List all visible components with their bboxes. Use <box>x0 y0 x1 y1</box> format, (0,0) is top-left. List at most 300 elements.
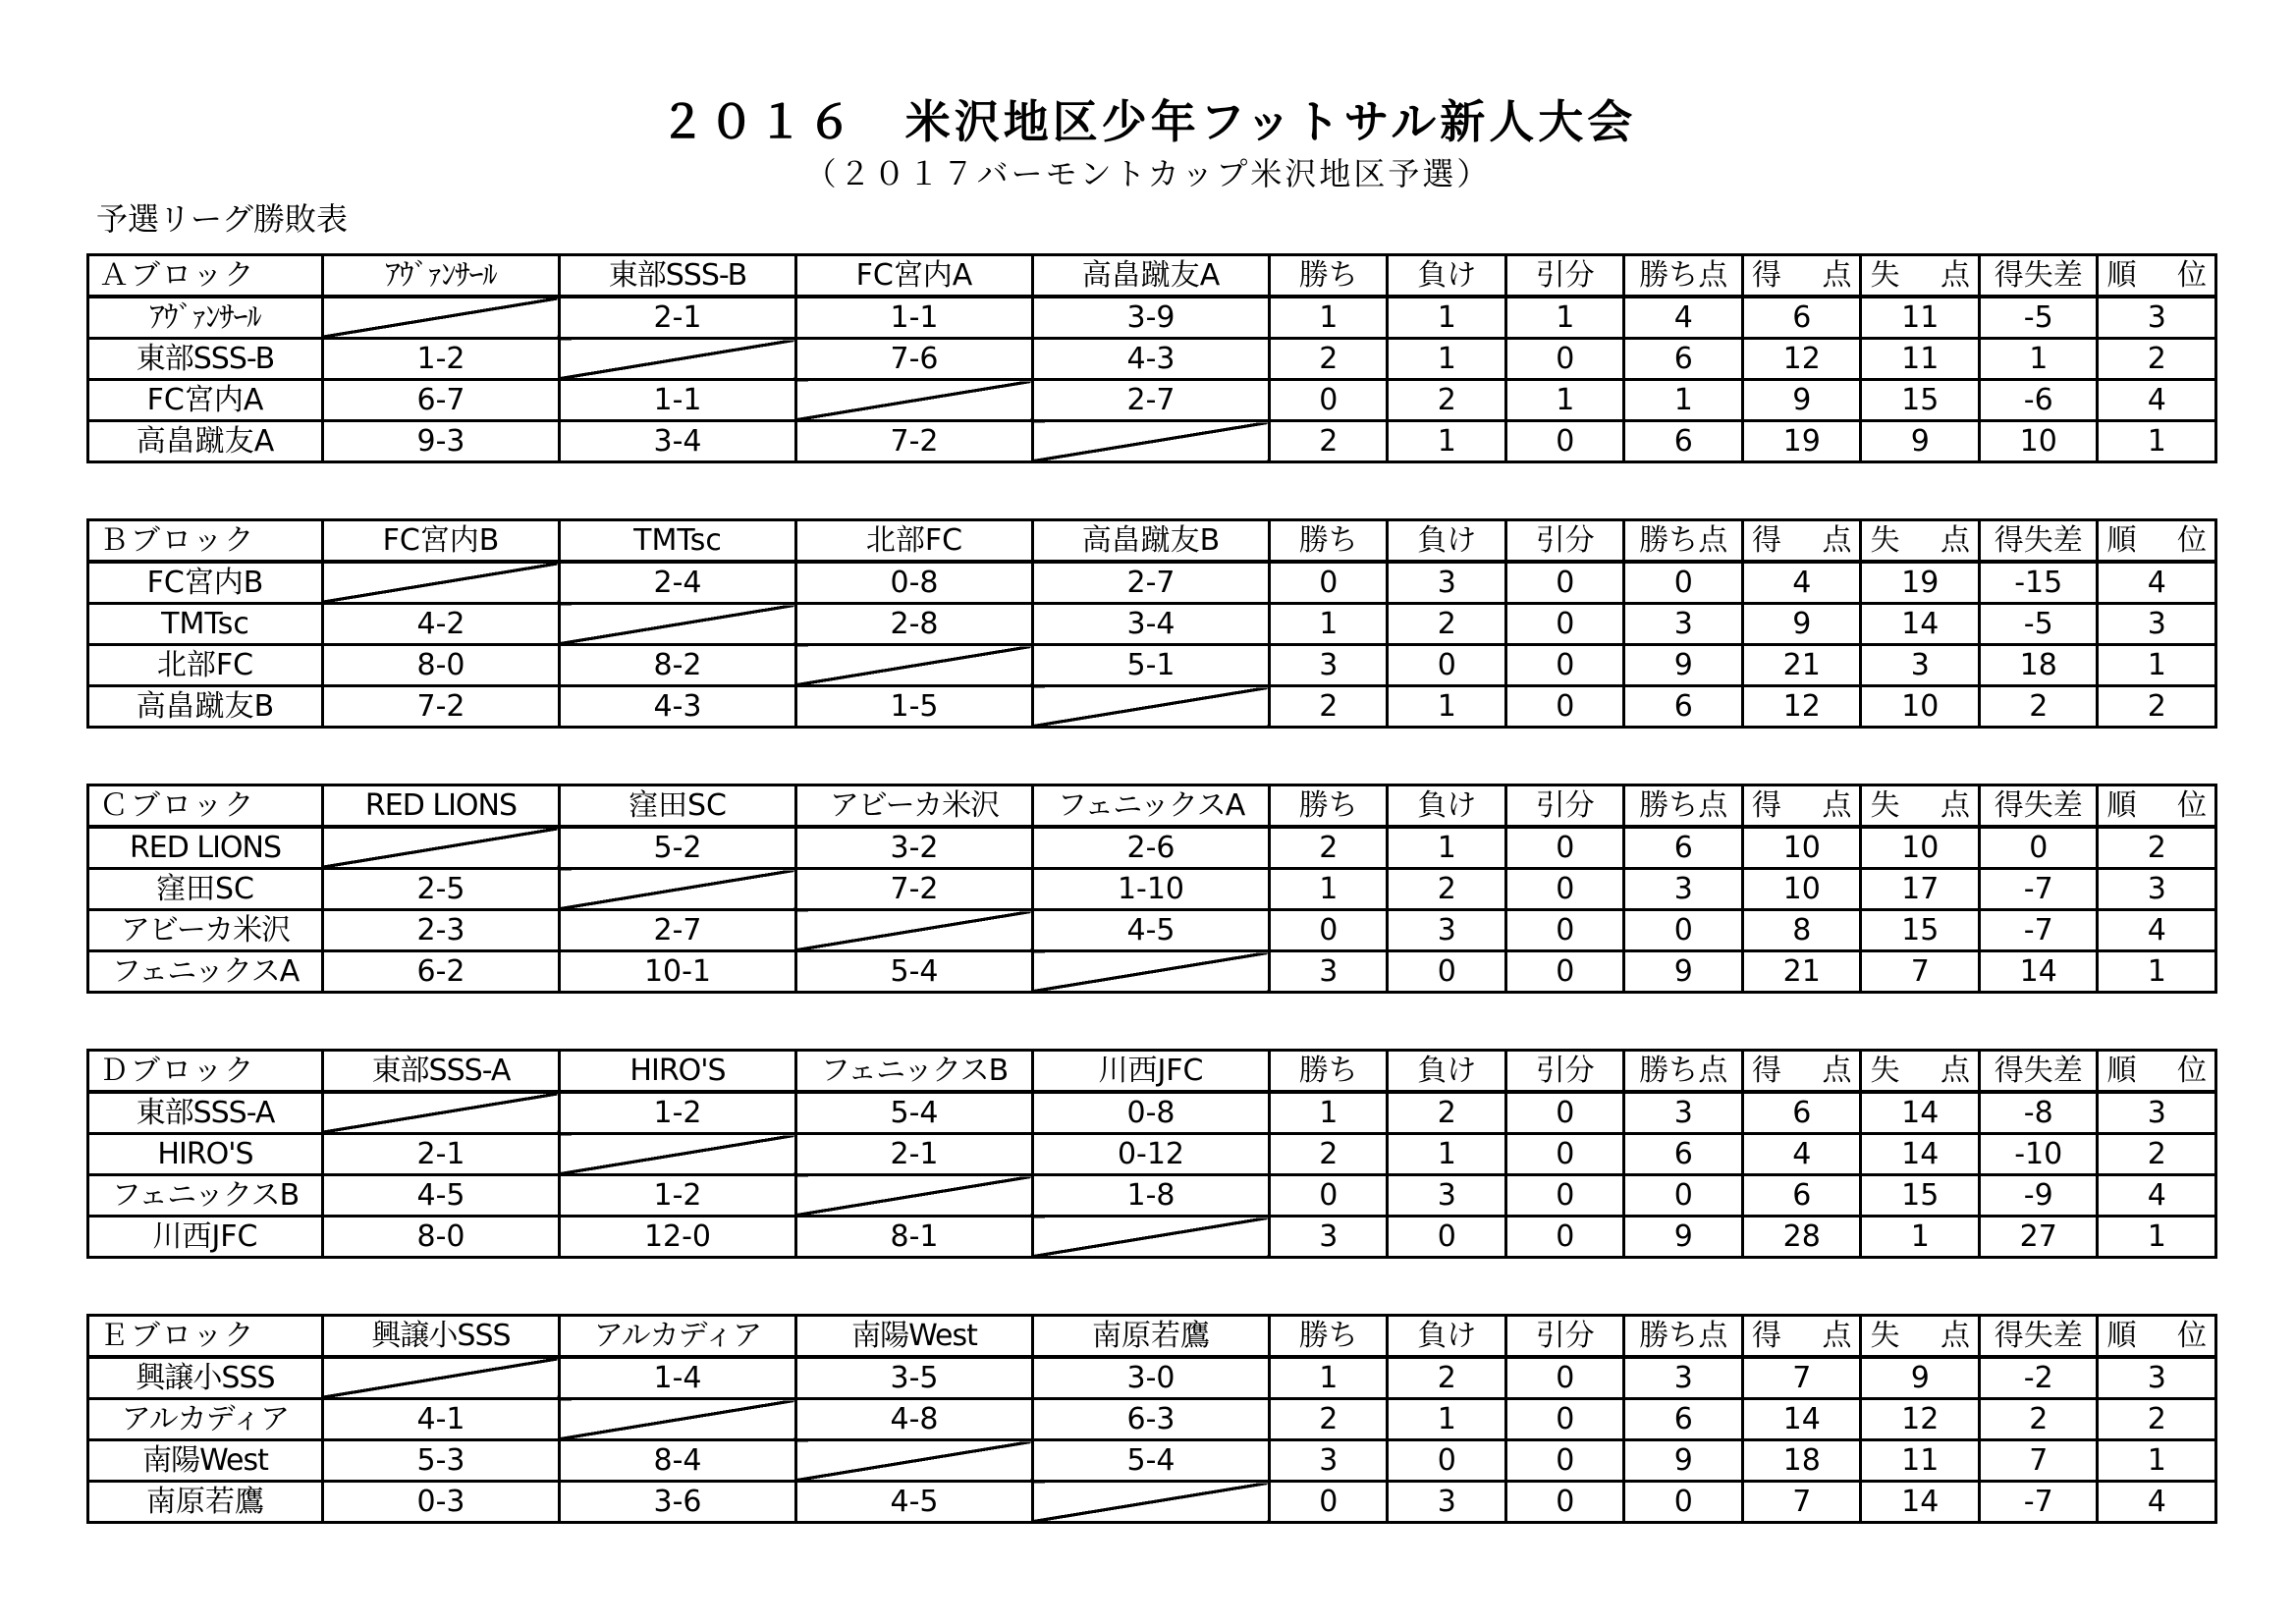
stat-value: 0 <box>1505 869 1624 910</box>
stat-value: 2 <box>1269 827 1388 869</box>
stat-header <box>1861 1051 1980 1093</box>
stat-value: 4 <box>2098 562 2216 604</box>
match-result: 1-2 <box>559 1175 795 1217</box>
stat-value: 3 <box>1388 1175 1506 1217</box>
stat-value: 4 <box>2098 910 2216 951</box>
match-result: 8-0 <box>322 1217 559 1258</box>
stat-header <box>1861 255 1980 298</box>
team-column-header: 東部SSS-B <box>559 255 795 298</box>
stat-value: 1 <box>1269 297 1388 339</box>
table-row <box>88 951 2216 993</box>
stat-value: 0 <box>1505 421 1624 462</box>
stat-header-text: 順 位 <box>2106 1319 2207 1353</box>
match-result: 3-0 <box>1032 1357 1269 1399</box>
diagonal-cell <box>1032 421 1269 462</box>
match-result: 6-3 <box>1032 1399 1269 1440</box>
stat-header-text: 失 点 <box>1870 523 1970 558</box>
team-column-header: 南陽West <box>795 1316 1032 1358</box>
stat-header <box>1742 255 1861 298</box>
block-label: Ｄブロック <box>88 1051 323 1093</box>
stat-header-text: 得 点 <box>1751 523 1852 558</box>
stat-value: 0 <box>1505 951 1624 993</box>
team-name: HIRO'S <box>88 1134 323 1175</box>
stat-value: 12 <box>1861 1399 1980 1440</box>
stat-value: 0 <box>1505 1134 1624 1175</box>
team-column-header: アルカディア <box>559 1316 795 1358</box>
match-result: 0-8 <box>795 562 1032 604</box>
match-result: 5-4 <box>795 951 1032 993</box>
table-row <box>88 1399 2216 1440</box>
stat-value: 0 <box>1505 1357 1624 1399</box>
match-result: 2-7 <box>559 910 795 951</box>
stat-value: 18 <box>1742 1440 1861 1482</box>
stat-value: 3 <box>1269 645 1388 686</box>
stat-value: 6 <box>1742 297 1861 339</box>
match-result: 2-5 <box>322 869 559 910</box>
stat-value: 1 <box>2098 645 2216 686</box>
match-result: 5-3 <box>322 1440 559 1482</box>
team-name: 南陽West <box>88 1440 323 1482</box>
table-row <box>88 1357 2216 1399</box>
stat-value: 11 <box>1861 297 1980 339</box>
stat-value: 1 <box>1624 380 1743 421</box>
match-result: 4-2 <box>322 604 559 645</box>
diagonal-cell <box>1032 1217 1269 1258</box>
block-table <box>86 1314 2217 1524</box>
stat-value: 0 <box>1269 1482 1388 1523</box>
team-name: 東部SSS-A <box>88 1092 323 1134</box>
match-result: 4-5 <box>1032 910 1269 951</box>
stat-value: 2 <box>1269 686 1388 728</box>
stat-header: 負け <box>1388 520 1506 563</box>
stat-header-text: 失 点 <box>1870 258 1970 293</box>
stat-header: 勝ち点 <box>1624 785 1743 828</box>
match-result: 5-4 <box>1032 1440 1269 1482</box>
match-result: 5-1 <box>1032 645 1269 686</box>
match-result: 5-2 <box>559 827 795 869</box>
match-result: 8-0 <box>322 645 559 686</box>
stat-value: 2 <box>1269 339 1388 380</box>
team-column-header: 興譲小SSS <box>322 1316 559 1358</box>
stat-value: 3 <box>1624 1092 1743 1134</box>
stat-value: 3 <box>1624 869 1743 910</box>
team-column-header: フェニックスA <box>1032 785 1269 828</box>
stat-value: -5 <box>1979 604 2098 645</box>
stat-value: 2 <box>2098 339 2216 380</box>
stat-header <box>1861 785 1980 828</box>
stat-value: 4 <box>2098 380 2216 421</box>
stat-header: 勝ち <box>1269 255 1388 298</box>
stat-value: 2 <box>1388 869 1506 910</box>
stat-value: -15 <box>1979 562 2098 604</box>
stat-value: 9 <box>1624 1217 1743 1258</box>
stat-header-text: 順 位 <box>2106 523 2207 558</box>
stat-header-text: 得 点 <box>1751 1319 1852 1353</box>
diagonal-cell <box>1032 1482 1269 1523</box>
stat-value: 10 <box>1742 827 1861 869</box>
diagonal-cell <box>559 1399 795 1440</box>
team-name: アルカディア <box>88 1399 323 1440</box>
stat-value: 9 <box>1624 645 1743 686</box>
stat-value: 9 <box>1861 1357 1980 1399</box>
table-row <box>88 869 2216 910</box>
stat-value: 9 <box>1624 951 1743 993</box>
stat-header-text: 得 点 <box>1751 1054 1852 1088</box>
stat-value: 3 <box>1388 562 1506 604</box>
stat-value: 0 <box>1505 339 1624 380</box>
stat-value: 11 <box>1861 1440 1980 1482</box>
match-result: 2-7 <box>1032 380 1269 421</box>
stat-value: 4 <box>2098 1175 2216 1217</box>
stat-value: 3 <box>2098 1357 2216 1399</box>
stat-value: 0 <box>1624 910 1743 951</box>
stat-value: 1 <box>1388 339 1506 380</box>
stat-value: 1 <box>1861 1217 1980 1258</box>
stat-value: 0 <box>1388 645 1506 686</box>
stat-value: 1 <box>2098 1217 2216 1258</box>
stat-value: 2 <box>2098 1399 2216 1440</box>
table-row <box>88 1134 2216 1175</box>
team-column-header: 窪田SC <box>559 785 795 828</box>
stat-value: -2 <box>1979 1357 2098 1399</box>
diagonal-cell <box>322 1092 559 1134</box>
team-name: 南原若鷹 <box>88 1482 323 1523</box>
match-result: 6-7 <box>322 380 559 421</box>
stat-header-text: 失 点 <box>1870 1319 1970 1353</box>
match-result: 2-1 <box>559 297 795 339</box>
stat-value: 10 <box>1861 686 1980 728</box>
stat-value: 3 <box>1269 1440 1388 1482</box>
stat-value: 15 <box>1861 380 1980 421</box>
stat-header: 勝ち <box>1269 520 1388 563</box>
team-column-header: TMTsc <box>559 520 795 563</box>
header-row <box>88 785 2216 828</box>
diagonal-cell <box>795 1175 1032 1217</box>
table-row <box>88 1217 2216 1258</box>
stat-value: 10 <box>1742 869 1861 910</box>
diagonal-cell <box>322 562 559 604</box>
stat-value: 0 <box>1505 910 1624 951</box>
stat-value: 2 <box>1979 1399 2098 1440</box>
stat-value: 0 <box>1624 1175 1743 1217</box>
match-result: 4-8 <box>795 1399 1032 1440</box>
stat-value: 0 <box>1624 1482 1743 1523</box>
header-row <box>88 1051 2216 1093</box>
stat-value: 3 <box>2098 869 2216 910</box>
table-row <box>88 1175 2216 1217</box>
stat-header-text: 順 位 <box>2106 788 2207 823</box>
match-result: 4-5 <box>322 1175 559 1217</box>
stat-value: 9 <box>1742 604 1861 645</box>
match-result: 1-10 <box>1032 869 1269 910</box>
stat-value: 7 <box>1861 951 1980 993</box>
stat-value: 17 <box>1861 869 1980 910</box>
page-subtitle: （２０１７バーモントカップ米沢地区予選） <box>804 155 1492 192</box>
block-table <box>86 518 2217 729</box>
team-column-header: RED LIONS <box>322 785 559 828</box>
match-result: 4-3 <box>559 686 795 728</box>
team-column-header: 南原若鷹 <box>1032 1316 1269 1358</box>
stat-value: -9 <box>1979 1175 2098 1217</box>
diagonal-cell <box>1032 951 1269 993</box>
stat-value: 27 <box>1979 1217 2098 1258</box>
stat-header: 得失差 <box>1979 785 2098 828</box>
stat-value: 15 <box>1861 1175 1980 1217</box>
match-result: 4-5 <box>795 1482 1032 1523</box>
match-result: 2-7 <box>1032 562 1269 604</box>
page-title: ２０１６ 米沢地区少年フットサル新人大会 <box>659 95 1637 148</box>
stat-header-text: 得 点 <box>1751 258 1852 293</box>
stat-value: 0 <box>1624 562 1743 604</box>
team-name: 東部SSS-B <box>88 339 323 380</box>
match-result: 0-8 <box>1032 1092 1269 1134</box>
team-column-header: 高畠蹴友B <box>1032 520 1269 563</box>
stat-value: 3 <box>1861 645 1980 686</box>
match-result: 4-1 <box>322 1399 559 1440</box>
stat-value: 6 <box>1742 1175 1861 1217</box>
block-label: Ａブロック <box>88 255 323 298</box>
team-name: 興譲小SSS <box>88 1357 323 1399</box>
match-result: 3-4 <box>1032 604 1269 645</box>
team-column-header: FC宮内B <box>322 520 559 563</box>
stat-value: 3 <box>2098 604 2216 645</box>
stat-value: 0 <box>1388 951 1506 993</box>
stat-value: 14 <box>1861 604 1980 645</box>
stat-value: 1 <box>2098 421 2216 462</box>
stat-value: 10 <box>1979 421 2098 462</box>
stat-value: -5 <box>1979 297 2098 339</box>
match-result: 7-2 <box>795 869 1032 910</box>
stat-value: 3 <box>1388 1482 1506 1523</box>
match-result: 1-1 <box>559 380 795 421</box>
table-row <box>88 1440 2216 1482</box>
stat-value: -7 <box>1979 1482 2098 1523</box>
stat-header <box>2098 1051 2216 1093</box>
stat-value: 8 <box>1742 910 1861 951</box>
stat-value: 0 <box>1269 380 1388 421</box>
header-row <box>88 1316 2216 1358</box>
stat-value: 7 <box>1742 1357 1861 1399</box>
stat-header-text: 得 点 <box>1751 788 1852 823</box>
stat-value: 12 <box>1742 686 1861 728</box>
stat-value: 9 <box>1861 421 1980 462</box>
team-name: 川西JFC <box>88 1217 323 1258</box>
stat-value: 19 <box>1861 562 1980 604</box>
stat-value: 1 <box>1388 1134 1506 1175</box>
stat-value: 1 <box>2098 1440 2216 1482</box>
block-label: Ｂブロック <box>88 520 323 563</box>
stat-header: 勝ち点 <box>1624 255 1743 298</box>
stat-value: 6 <box>1624 827 1743 869</box>
stat-header: 得失差 <box>1979 520 2098 563</box>
diagonal-cell <box>322 1357 559 1399</box>
diagonal-cell <box>795 910 1032 951</box>
stat-header: 引分 <box>1505 1316 1624 1358</box>
stat-value: 3 <box>1269 1217 1388 1258</box>
match-result: 3-9 <box>1032 297 1269 339</box>
team-name: フェニックスA <box>88 951 323 993</box>
block-label: Ｃブロック <box>88 785 323 828</box>
stat-value: 9 <box>1742 380 1861 421</box>
team-name: 窪田SC <box>88 869 323 910</box>
stat-value: 7 <box>1742 1482 1861 1523</box>
team-column-header: HIRO'S <box>559 1051 795 1093</box>
diagonal-cell <box>559 869 795 910</box>
diagonal-cell <box>1032 686 1269 728</box>
stat-value: 9 <box>1624 1440 1743 1482</box>
stat-header <box>1742 1051 1861 1093</box>
stat-value: 2 <box>1388 1092 1506 1134</box>
stat-value: 0 <box>1505 1399 1624 1440</box>
stat-value: 0 <box>1505 1175 1624 1217</box>
stat-header: 勝ち点 <box>1624 1316 1743 1358</box>
stat-header: 得失差 <box>1979 255 2098 298</box>
stat-header: 勝ち点 <box>1624 1051 1743 1093</box>
match-result: 2-6 <box>1032 827 1269 869</box>
stat-value: 14 <box>1742 1399 1861 1440</box>
diagonal-cell <box>322 827 559 869</box>
match-result: 10-1 <box>559 951 795 993</box>
stat-value: 3 <box>2098 297 2216 339</box>
stat-value: 2 <box>1269 1399 1388 1440</box>
stat-header: 得失差 <box>1979 1316 2098 1358</box>
header-row <box>88 255 2216 298</box>
team-name: 北部FC <box>88 645 323 686</box>
stat-value: 0 <box>1505 562 1624 604</box>
match-result: 1-5 <box>795 686 1032 728</box>
table-row <box>88 1482 2216 1523</box>
match-result: 8-4 <box>559 1440 795 1482</box>
stat-value: 18 <box>1979 645 2098 686</box>
stat-header: 負け <box>1388 1051 1506 1093</box>
stat-value: -6 <box>1979 380 2098 421</box>
stat-value: 2 <box>2098 827 2216 869</box>
team-column-header: フェニックスB <box>795 1051 1032 1093</box>
stat-value: 1 <box>2098 951 2216 993</box>
stat-header-text: 順 位 <box>2106 258 2207 293</box>
match-result: 5-4 <box>795 1092 1032 1134</box>
stat-value: 1 <box>1388 827 1506 869</box>
table-row <box>88 827 2216 869</box>
stat-value: 11 <box>1861 339 1980 380</box>
stat-value: -10 <box>1979 1134 2098 1175</box>
stat-value: 2 <box>2098 686 2216 728</box>
match-result: 2-3 <box>322 910 559 951</box>
stat-value: 2 <box>1388 604 1506 645</box>
stat-value: 4 <box>1624 297 1743 339</box>
match-result: 3-5 <box>795 1357 1032 1399</box>
match-result: 0-3 <box>322 1482 559 1523</box>
table-row <box>88 1092 2216 1134</box>
diagonal-cell <box>795 645 1032 686</box>
team-name: FC宮内A <box>88 380 323 421</box>
stat-value: 4 <box>2098 1482 2216 1523</box>
table-row <box>88 604 2216 645</box>
table-row <box>88 380 2216 421</box>
stat-value: 12 <box>1742 339 1861 380</box>
stat-value: 15 <box>1861 910 1980 951</box>
stat-value: 3 <box>1624 604 1743 645</box>
stat-header: 引分 <box>1505 255 1624 298</box>
stat-header-text: 失 点 <box>1870 788 1970 823</box>
stat-value: 6 <box>1624 1399 1743 1440</box>
stat-value: 0 <box>1979 827 2098 869</box>
stat-value: 1 <box>1979 339 2098 380</box>
stat-value: 2 <box>1388 380 1506 421</box>
match-result: 3-4 <box>559 421 795 462</box>
stat-value: 6 <box>1742 1092 1861 1134</box>
stat-value: 6 <box>1624 686 1743 728</box>
match-result: 1-1 <box>795 297 1032 339</box>
stat-value: 1 <box>1269 1357 1388 1399</box>
team-name: TMTsc <box>88 604 323 645</box>
stat-header: 勝ち点 <box>1624 520 1743 563</box>
stat-header: 勝ち <box>1269 1316 1388 1358</box>
stat-header <box>2098 785 2216 828</box>
table-row <box>88 297 2216 339</box>
stat-header <box>1742 520 1861 563</box>
stat-value: 2 <box>1269 1134 1388 1175</box>
team-name: 高畠蹴友B <box>88 686 323 728</box>
stat-value: 6 <box>1624 339 1743 380</box>
table-row <box>88 910 2216 951</box>
team-name: RED LIONS <box>88 827 323 869</box>
stat-value: 28 <box>1742 1217 1861 1258</box>
stat-value: 1 <box>1388 1399 1506 1440</box>
team-name: アビーカ米沢 <box>88 910 323 951</box>
match-result: 1-8 <box>1032 1175 1269 1217</box>
stat-value: 0 <box>1505 827 1624 869</box>
stat-value: 6 <box>1624 1134 1743 1175</box>
stat-value: 3 <box>1269 951 1388 993</box>
stat-value: 14 <box>1861 1092 1980 1134</box>
match-result: 4-3 <box>1032 339 1269 380</box>
stat-header-text: 失 点 <box>1870 1054 1970 1088</box>
table-row <box>88 339 2216 380</box>
stat-value: 0 <box>1269 562 1388 604</box>
stat-value: 2 <box>1979 686 2098 728</box>
stat-header <box>1861 520 1980 563</box>
match-result: 1-2 <box>322 339 559 380</box>
match-result: 2-1 <box>322 1134 559 1175</box>
team-name: 高畠蹴友A <box>88 421 323 462</box>
stat-value: 0 <box>1505 1440 1624 1482</box>
block-table <box>86 784 2217 994</box>
diagonal-cell <box>559 1134 795 1175</box>
section-label: 予選リーグ勝敗表 <box>96 200 349 238</box>
stat-value: 6 <box>1624 421 1743 462</box>
stat-value: 0 <box>1505 1482 1624 1523</box>
stat-value: 0 <box>1388 1440 1506 1482</box>
team-name: フェニックスB <box>88 1175 323 1217</box>
stat-value: 10 <box>1861 827 1980 869</box>
stat-value: 1 <box>1269 604 1388 645</box>
team-column-header: 東部SSS-A <box>322 1051 559 1093</box>
stat-value: 21 <box>1742 951 1861 993</box>
match-result: 7-2 <box>322 686 559 728</box>
stat-value: 14 <box>1861 1134 1980 1175</box>
stat-value: -7 <box>1979 869 2098 910</box>
match-result: 0-12 <box>1032 1134 1269 1175</box>
stat-value: 0 <box>1505 1092 1624 1134</box>
stat-header: 引分 <box>1505 1051 1624 1093</box>
stat-value: 2 <box>1269 421 1388 462</box>
stat-value: 0 <box>1505 604 1624 645</box>
stat-header: 勝ち <box>1269 785 1388 828</box>
match-result: 1-2 <box>559 1092 795 1134</box>
team-column-header: アビーカ米沢 <box>795 785 1032 828</box>
stat-header: 引分 <box>1505 785 1624 828</box>
